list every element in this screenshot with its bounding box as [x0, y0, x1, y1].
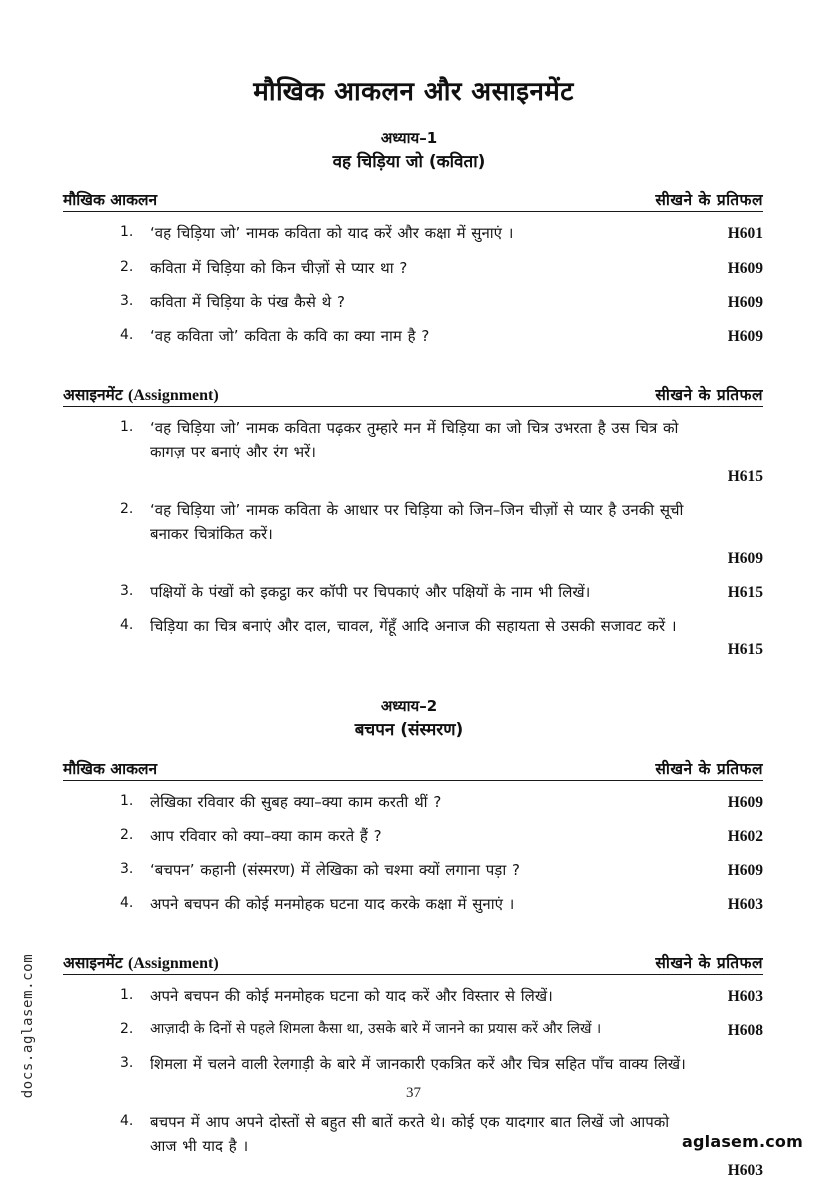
list-item — [63, 1018, 763, 1043]
item-number: 3. — [120, 1055, 134, 1072]
item-body — [150, 416, 701, 489]
section-header-oral-1 — [63, 188, 763, 212]
outcome-code: H615 — [727, 641, 763, 659]
item-text: आप रविवार को क्या–क्या काम करते हैं ? — [150, 826, 382, 845]
chapter-heading-1 — [63, 128, 763, 174]
item-body — [150, 580, 701, 604]
outcome-code: H603 — [727, 988, 763, 1006]
section-outcomes-label-assignment-2: सीखने के प्रतिफल — [655, 954, 763, 973]
chapter-number-1: अध्याय–1 — [380, 129, 438, 147]
item-text: ‘वह चिड़िया जो’ नामक कविता के आधार पर चिड़िया को जिन–जिन चीज़ों से प्यार है उनकी सूची बनाकर चित्रांकित करें। — [150, 500, 684, 544]
item-body — [150, 824, 701, 848]
item-body — [150, 324, 701, 348]
list-item — [63, 221, 763, 246]
item-body — [150, 984, 701, 1008]
chapter-number-2: अध्याय–2 — [380, 697, 438, 716]
list-item — [63, 858, 763, 883]
question-list-oral-2 — [63, 790, 763, 917]
list-item — [63, 614, 763, 663]
list-item — [63, 324, 763, 349]
section-title-oral-2: मौखिक आकलन — [63, 759, 158, 778]
question-list-assignment-2 — [63, 984, 763, 1183]
spacer — [63, 349, 763, 369]
item-body — [150, 892, 701, 916]
item-text: ‘वह कविता जो’ कविता के कवि का क्या नाम है ? — [150, 326, 430, 345]
item-number: 1. — [120, 418, 134, 435]
item-text: आज़ादी के दिनों से पहले शिमला कैसा था, उसके बारे में जानने का प्रयास करें और लिखें । — [150, 1021, 602, 1038]
item-number: 2. — [120, 1021, 134, 1038]
item-text: शिमला में चलने वाली रेलगाड़ी के बारे में जानकारी एकत्रित करें और चित्र सहित पाँच वाक्य लिखें। — [150, 1055, 686, 1074]
outcome-code: H609 — [727, 259, 763, 277]
item-number: 3. — [120, 582, 134, 599]
item-text: अपने बचपन की कोई मनमोहक घटना को याद करें और विस्तार से लिखें। — [150, 987, 553, 1006]
page-number: 37 — [406, 1085, 421, 1101]
list-item — [63, 790, 763, 815]
item-text: चिड़िया का चित्र बनाएं और दाल, चावल, गेंहूँ आदि अनाज की सहायता से उसकी सजावट करें । — [150, 616, 677, 635]
question-list-oral-1 — [63, 221, 763, 348]
item-number: 2. — [120, 500, 134, 517]
outcome-code: H615 — [727, 583, 763, 601]
item-body — [150, 290, 701, 314]
section-title-assignment-1 — [63, 383, 219, 405]
outcome-code: H608 — [727, 1022, 763, 1040]
item-text: कविता में चिड़िया के पंख कैसे थे ? — [150, 292, 345, 311]
item-text: लेखिका रविवार की सुबह क्या–क्या काम करती थीं ? — [150, 792, 442, 811]
item-body — [150, 614, 701, 663]
item-number: 2. — [120, 826, 134, 843]
item-text: बचपन में आप अपने दोस्तों से बहुत सी बातें करते थे। कोई एक यादगार बात लिखें जो आपको आज भी याद है । — [150, 1112, 670, 1156]
item-text: अपने बचपन की कोई मनमोहक घटना याद करके कक्षा में सुनाएं । — [150, 895, 515, 914]
question-list-assignment-1 — [63, 416, 763, 662]
assignment-label-hi: असाइनमेंट — [63, 385, 123, 404]
item-number: 4. — [120, 1112, 134, 1129]
section-title-assignment-2 — [63, 951, 219, 973]
document-content — [63, 128, 763, 1183]
item-number: 4. — [120, 326, 134, 343]
list-item — [63, 580, 763, 605]
section-outcomes-label-oral-2: सीखने के प्रतिफल — [655, 759, 763, 778]
item-number: 1. — [120, 792, 134, 809]
section-header-assignment-1 — [63, 383, 763, 407]
assignment-label-en: (Assignment) — [128, 955, 219, 973]
outcome-code: H609 — [727, 293, 763, 311]
item-body — [150, 256, 701, 280]
item-number: 4. — [120, 616, 134, 633]
item-body — [150, 498, 701, 571]
outcome-code: H601 — [727, 225, 763, 243]
chapter-heading-2 — [63, 696, 763, 742]
item-number: 4. — [120, 895, 134, 912]
assignment-label-en: (Assignment) — [128, 386, 219, 404]
list-item — [63, 824, 763, 849]
item-body — [150, 1018, 701, 1041]
item-number: 3. — [120, 292, 134, 309]
spacer — [63, 917, 763, 937]
section-outcomes-label-assignment-1: सीखने के प्रतिफल — [655, 385, 763, 404]
list-item — [63, 892, 763, 917]
outcome-code: H609 — [727, 549, 763, 567]
item-text: ‘वह चिड़िया जो’ नामक कविता को याद करें और कक्षा में सुनाएं । — [150, 224, 514, 243]
list-item — [63, 290, 763, 315]
item-text: ‘वह चिड़िया जो’ नामक कविता पढ़कर तुम्हारे मन में चिड़िया का जो चित्र उभरता है उस चित्र को कागज़ पर बनाएं और रंग भरें। — [150, 418, 679, 462]
outcome-code: H609 — [727, 793, 763, 811]
outcome-code: H602 — [727, 827, 763, 845]
chapter-name-1: वह चिड़िया जो (कविता) — [332, 151, 486, 172]
list-item — [63, 1110, 763, 1183]
list-item — [63, 498, 763, 571]
item-body — [150, 1110, 701, 1183]
list-item — [63, 416, 763, 489]
chapter-name-2: बचपन (संस्मरण) — [354, 720, 464, 741]
outcome-code: H609 — [727, 861, 763, 879]
item-text: कविता में चिड़िया को किन चीज़ों से प्यार था ? — [150, 258, 408, 277]
section-outcomes-label-oral-1: सीखने के प्रतिफल — [655, 191, 763, 210]
item-number: 3. — [120, 860, 134, 877]
page-title: मौखिक आकलन और असाइनमेंट — [253, 77, 574, 107]
outcome-code: H603 — [727, 896, 763, 914]
assignment-label-hi: असाइनमेंट — [63, 954, 123, 973]
side-watermark: docs.aglasem.com — [20, 953, 36, 1099]
outcome-code: H603 — [727, 1161, 763, 1179]
brand-watermark: aglasem.com — [681, 1132, 803, 1151]
item-text: पक्षियों के पंखों को इकट्ठा कर कॉपी पर चिपकाएं और पक्षियों के नाम भी लिखें। — [150, 582, 591, 601]
section-header-oral-2 — [63, 757, 763, 781]
item-body — [150, 221, 701, 245]
outcome-code: H609 — [727, 327, 763, 345]
outcome-code: H615 — [727, 467, 763, 485]
item-body — [150, 790, 701, 814]
list-item — [63, 256, 763, 281]
item-text: ‘बचपन’ कहानी (संस्मरण) में लेखिका को चश्मा क्यों लगाना पड़ा ? — [150, 860, 520, 879]
spacer — [63, 662, 763, 696]
section-title-oral-1: मौखिक आकलन — [63, 191, 158, 210]
list-item — [63, 984, 763, 1009]
item-number: 1. — [120, 987, 134, 1004]
item-number: 1. — [120, 224, 134, 241]
item-number: 2. — [120, 258, 134, 275]
item-body — [150, 858, 701, 882]
section-header-assignment-2 — [63, 951, 763, 975]
